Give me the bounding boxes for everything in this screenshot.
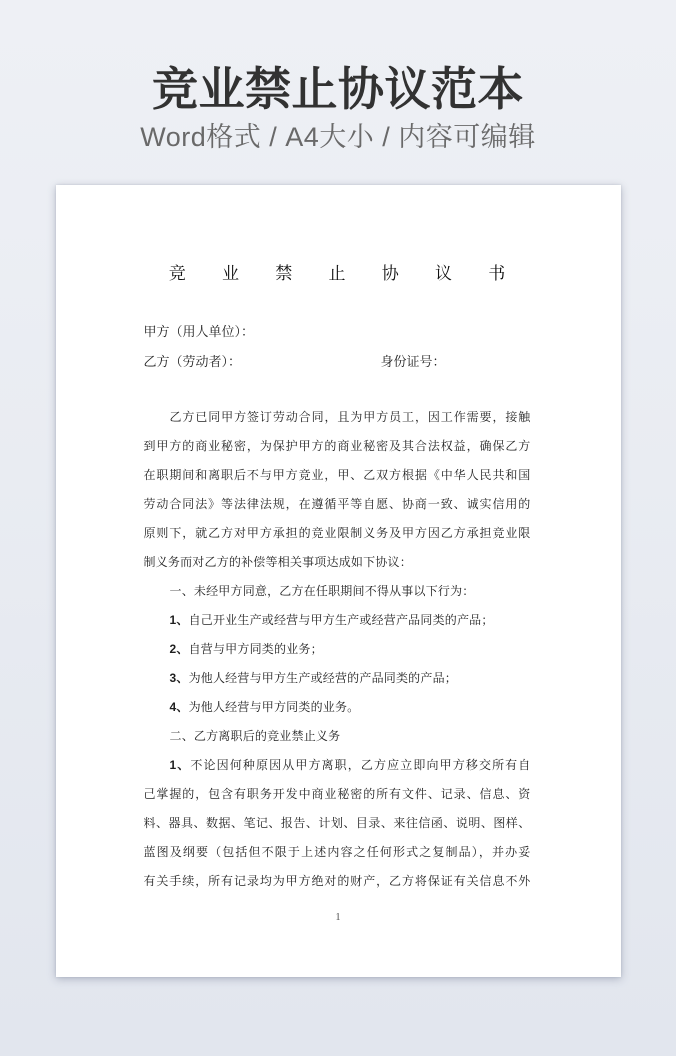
body-line: 己掌握的，包含有职务开发中商业秘密的所有文件、记录、信息、资 <box>143 787 531 801</box>
page-number: 1 <box>335 912 341 923</box>
document-body <box>144 403 531 896</box>
body-line-text: 为他人经营与甲方生产或经营的产品同类的产品； <box>188 671 457 685</box>
party-b-line <box>144 348 531 376</box>
id-number-label: 身份证号： <box>380 354 446 369</box>
list-number: 1、 <box>169 613 189 627</box>
body-line-text: 为他人经营与甲方同类的业务。 <box>188 700 360 714</box>
list-number: 3、 <box>169 671 189 685</box>
body-line <box>144 693 531 722</box>
body-line: 劳动合同法》等法律法规，在遵循平等自愿、协商一致、诚实信用的 <box>143 497 531 511</box>
body-line <box>144 664 531 693</box>
list-number: 1、 <box>169 758 191 772</box>
body-line: 二、乙方离职后的竞业禁止义务 <box>169 729 341 743</box>
body-line-text: 不论因何种原因从甲方离职，乙方应立即向甲方移交所有自 <box>190 758 531 772</box>
body-line: 原则下，就乙方对甲方承担的竞业限制义务及甲方因乙方承担竞业限 <box>143 526 531 540</box>
body-line <box>144 606 531 635</box>
body-line: 在职期间和离职后不与甲方竞业，甲、乙双方根据《中华人民共和国 <box>143 468 531 482</box>
party-a-label: 甲方（用人单位）： <box>143 324 255 339</box>
body-line <box>144 751 531 780</box>
list-number: 4、 <box>169 700 189 714</box>
body-line-text: 自营与甲方同类的业务； <box>188 642 323 656</box>
page-subtitle: Word格式 / A4大小 / 内容可编辑 <box>140 122 536 152</box>
body-line: 乙方已同甲方签订劳动合同，且为甲方员工，因工作需要，接触 <box>169 410 531 424</box>
document-page <box>56 185 621 977</box>
document-title: 竞 业 禁 止 协 议 书 <box>168 264 522 283</box>
party-b-label: 乙方（劳动者）： <box>143 354 242 369</box>
body-line-text: 自己开业生产或经营与甲方生产或经营产品同类的产品； <box>188 613 494 627</box>
body-line <box>144 635 531 664</box>
page-title: 竞业禁止协议范本 <box>152 63 524 115</box>
body-line: 料、器具、数据、笔记、报告、计划、目录、来往信函、说明、图样、 <box>143 816 531 830</box>
body-line: 到甲方的商业秘密，为保护甲方的商业秘密及其合法权益，确保乙方 <box>143 439 531 453</box>
list-number: 2、 <box>169 642 189 656</box>
body-line: 一、未经甲方同意，乙方在任职期间不得从事以下行为： <box>169 584 475 598</box>
party-a-line <box>144 318 531 346</box>
header <box>0 0 676 152</box>
body-line: 制义务而对乙方的补偿等相关事项达成如下协议： <box>143 555 412 569</box>
body-line: 蓝图及纲要（包括但不限于上述内容之任何形式之复制品），并办妥 <box>143 845 531 859</box>
body-line: 有关手续，所有记录均为甲方绝对的财产，乙方将保证有关信息不外 <box>143 874 531 888</box>
